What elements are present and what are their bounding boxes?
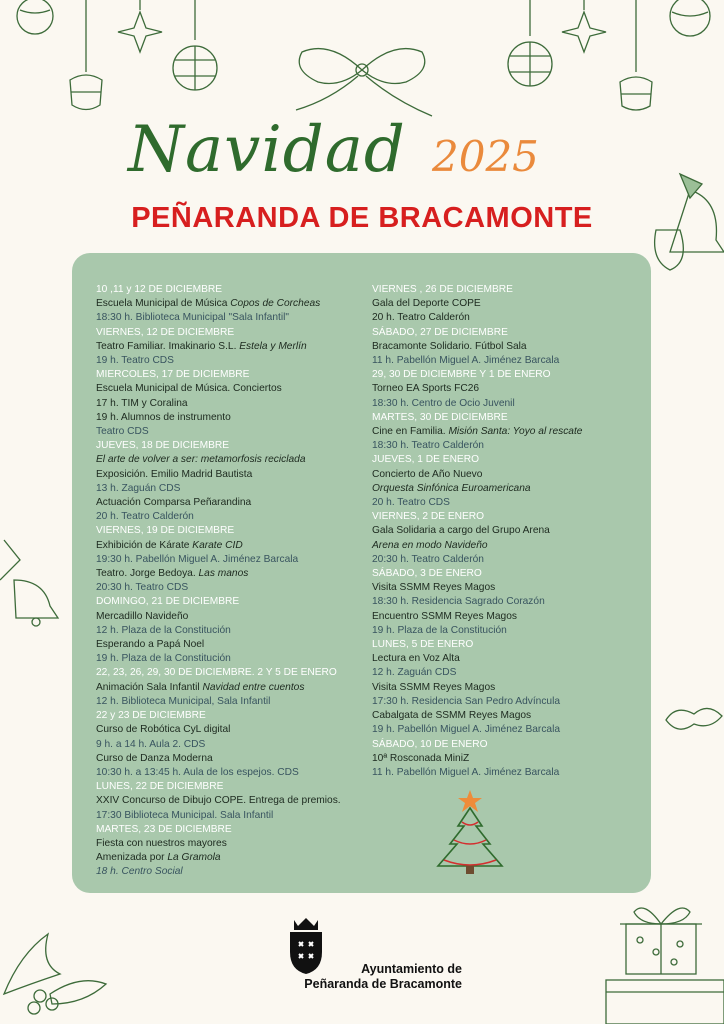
text-segment: La Gramola xyxy=(167,852,221,864)
event-text: Encuentro SSMM Reyes Magos xyxy=(372,610,517,622)
date-heading: MARTES, 23 DE DICIEMBRE xyxy=(96,823,232,835)
event-location: 20:30 h. Teatro CDS xyxy=(96,582,189,594)
page-subtitle: PEÑARANDA DE BRACAMONTE xyxy=(131,202,593,234)
date-heading: VIERNES , 26 DE DICIEMBRE xyxy=(372,284,513,295)
event-text: Gala Solidaria a cargo del Grupo Arena xyxy=(372,525,550,537)
event-text: Curso de Robótica CyL digital xyxy=(96,724,231,736)
text-segment: Cine en Familia. xyxy=(372,426,449,438)
event-location: 20:30 h. Teatro Calderón xyxy=(372,553,484,565)
date-heading: 22, 23, 26, 29, 30 DE DICIEMBRE. 2 Y 5 DE ENERO xyxy=(96,667,337,679)
top-decorations xyxy=(0,0,724,120)
bell-icon xyxy=(0,520,62,630)
text-segment: Estela y Merlín xyxy=(239,340,307,352)
event-text: 19 h. Alumnos de instrumento xyxy=(96,411,231,423)
text-segment: Amenizada por xyxy=(96,852,168,864)
holly-icon xyxy=(0,924,110,1024)
event-text xyxy=(96,681,366,695)
event-location: 20 h. Teatro Calderón xyxy=(96,511,194,523)
ornament-icon xyxy=(173,0,217,90)
event-text: El arte de volver a ser: metamorfosis reciclada xyxy=(96,454,306,466)
program-right-column xyxy=(372,283,642,780)
event-text: Orquesta Sinfónica Euroamericana xyxy=(372,482,531,494)
date-heading: VIERNES, 2 DE ENERO xyxy=(372,511,485,523)
event-text: Fiesta con nuestros mayores xyxy=(96,837,227,849)
date-heading: MIERCOLES, 17 DE DICIEMBRE xyxy=(96,369,250,381)
event-text: Escuela Municipal de Música. Conciertos xyxy=(96,383,282,395)
text-segment: Las manos xyxy=(198,568,249,580)
event-text: Bracamonte Solidario. Fútbol Sala xyxy=(372,340,527,352)
star-ornament-icon xyxy=(118,0,162,52)
holly-icon xyxy=(664,700,724,740)
event-text: 20 h. Teatro Calderón xyxy=(372,312,470,324)
event-location: 10:30 h. a 13:45 h. Aula de los espejos. CDS xyxy=(96,766,299,778)
event-location: 19 h. Pabellón Miguel A. Jiménez Barcala xyxy=(372,724,561,736)
date-heading: 29, 30 DE DICIEMBRE Y 1 DE ENERO xyxy=(372,369,551,381)
text-segment: Karate CID xyxy=(192,539,243,551)
date-heading: MARTES, 30 DE DICIEMBRE xyxy=(372,411,508,423)
star-ornament-icon xyxy=(562,0,606,52)
ornament-icon xyxy=(620,0,652,110)
ornament-icon xyxy=(17,0,53,34)
event-location: 18 h. Centro Social xyxy=(96,866,183,878)
gift-icon xyxy=(600,900,724,1024)
event-location: 17:30 h. Residencia San Pedro Advíncula xyxy=(372,695,561,707)
event-location: 13 h. Zaguán CDS xyxy=(96,482,181,494)
text-segment: Teatro. Jorge Bedoya. xyxy=(96,568,199,580)
date-heading: LUNES, 5 DE ENERO xyxy=(372,639,474,651)
text-segment: Teatro Familiar. Imakinario S.L. xyxy=(96,340,240,352)
event-location: Teatro CDS xyxy=(96,426,149,438)
text-segment: Misión Santa: Yoyo al rescate xyxy=(448,426,583,438)
event-text xyxy=(96,297,366,311)
event-location: 12 h. Biblioteca Municipal, Sala Infantil xyxy=(96,695,271,707)
text-segment: Copos de Corcheas xyxy=(230,298,321,310)
event-text: Torneo EA Sports FC26 xyxy=(372,383,480,395)
event-location: 12 h. Plaza de la Constitución xyxy=(96,624,231,636)
event-text: Visita SSMM Reyes Magos xyxy=(372,681,496,693)
date-heading: VIERNES, 19 DE DICIEMBRE xyxy=(96,525,235,537)
event-location: 17:30 Biblioteca Municipal. Sala Infantil xyxy=(96,809,274,821)
event-location: 9 h. a 14 h. Aula 2. CDS xyxy=(96,738,206,750)
event-text: 17 h. TIM y Coralina xyxy=(96,397,188,409)
event-text: Arena en modo Navideño xyxy=(372,539,488,551)
event-text: Exposición. Emilio Madrid Bautista xyxy=(96,468,253,480)
bow-icon xyxy=(296,49,432,116)
date-heading: JUEVES, 18 DE DICIEMBRE xyxy=(96,440,230,452)
ornament-icon xyxy=(70,0,102,110)
date-heading: 22 y 23 DE DICIEMBRE xyxy=(96,710,206,722)
page-title: Navidad xyxy=(128,113,406,187)
event-text: Gala del Deporte COPE xyxy=(372,298,481,310)
event-location: 18:30 h. Centro de Ocio Juvenil xyxy=(372,397,515,409)
event-location: 18:30 h. Residencia Sagrado Corazón xyxy=(372,596,545,608)
date-heading: 10 ,11 y 12 DE DICIEMBRE xyxy=(96,284,223,295)
text-segment: Escuela Municipal de Música xyxy=(96,298,231,310)
event-location: 11 h. Pabellón Miguel A. Jiménez Barcala xyxy=(372,355,560,367)
footer-line-2: Peñaranda de Bracamonte xyxy=(304,977,462,991)
title-year: 2025 xyxy=(432,132,539,181)
text-segment: Animación Sala Infantil xyxy=(96,681,203,693)
event-text xyxy=(96,567,366,581)
event-text: 10ª Rosconada MiniZ xyxy=(372,752,470,764)
event-text: Cabalgata de SSMM Reyes Magos xyxy=(372,710,532,722)
event-location: 18:30 h. Biblioteca Municipal "Sala Infantil" xyxy=(96,312,289,324)
event-text: Curso de Danza Moderna xyxy=(96,752,213,764)
event-location: 19 h. Plaza de la Constitución xyxy=(372,624,507,636)
date-heading: DOMINGO, 21 DE DICIEMBRE xyxy=(96,596,240,608)
event-text xyxy=(96,340,366,354)
event-text xyxy=(96,539,366,553)
event-text: Actuación Comparsa Peñarandina xyxy=(96,497,252,509)
event-text xyxy=(96,851,366,865)
ornament-icon xyxy=(508,0,552,86)
text-segment: Exhibición de Kárate xyxy=(96,539,193,551)
program-left-column xyxy=(96,283,366,880)
date-heading: SÁBADO, 10 DE ENERO xyxy=(372,738,488,750)
event-location: 18:30 h. Teatro Calderón xyxy=(372,440,484,452)
event-text: Lectura en Voz Alta xyxy=(372,653,460,665)
date-heading: SÁBADO, 27 DE DICIEMBRE xyxy=(372,326,508,338)
date-heading: SÁBADO, 3 DE ENERO xyxy=(372,568,482,580)
event-text xyxy=(372,425,642,439)
date-heading: LUNES, 22 DE DICIEMBRE xyxy=(96,781,224,793)
event-location: 19:30 h. Pabellón Miguel A. Jiménez Barcala xyxy=(96,553,299,565)
event-text: Concierto de Año Nuevo xyxy=(372,468,483,480)
event-location: 11 h. Pabellón Miguel A. Jiménez Barcala xyxy=(372,766,560,778)
event-text: XXIV Concurso de Dibujo COPE. Entrega de premios. xyxy=(96,795,341,807)
event-text: Mercadillo Navideño xyxy=(96,610,189,622)
event-text: Visita SSMM Reyes Magos xyxy=(372,582,496,594)
footer-line-1: Ayuntamiento de xyxy=(361,962,462,976)
date-heading: JUEVES, 1 DE ENERO xyxy=(372,454,479,466)
footer-org xyxy=(272,962,462,992)
event-location: 20 h. Teatro CDS xyxy=(372,497,450,509)
event-location: 19 h. Plaza de la Constitución xyxy=(96,653,231,665)
event-location: 12 h. Zaguán CDS xyxy=(372,667,457,679)
ornament-icon xyxy=(670,0,710,36)
event-location: 19 h. Teatro CDS xyxy=(96,355,174,367)
christmas-tree-icon xyxy=(430,786,510,878)
event-text: Esperando a Papá Noel xyxy=(96,639,205,651)
date-heading: VIERNES, 12 DE DICIEMBRE xyxy=(96,326,235,338)
text-segment: Navidad entre cuentos xyxy=(202,681,305,693)
